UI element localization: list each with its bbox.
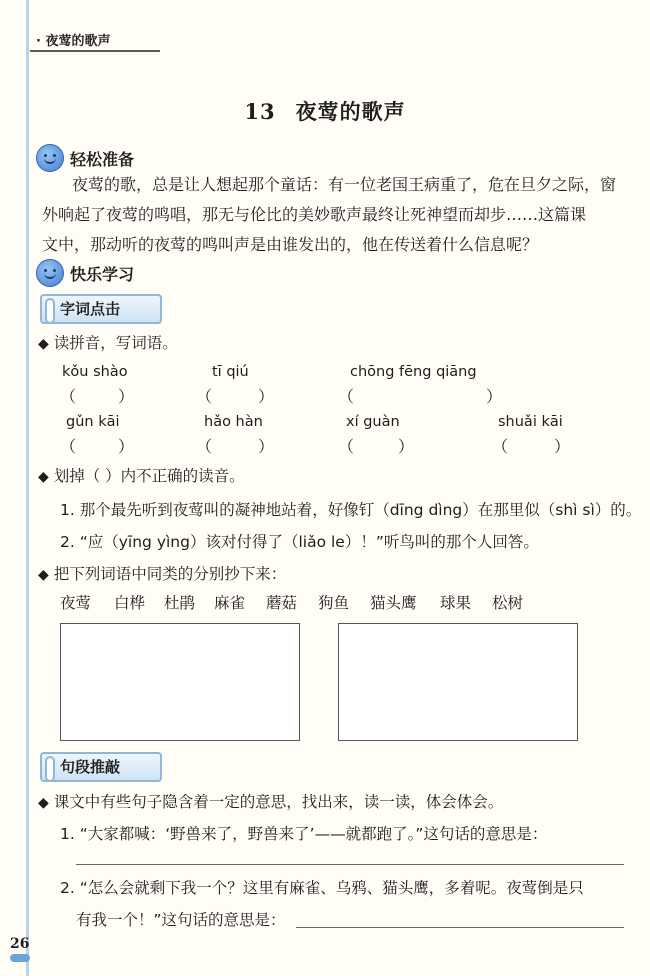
- diamond-bullet-icon: ◆: [38, 567, 49, 583]
- answer-paren-close: ）: [486, 387, 503, 406]
- pinyin: shuǎi kāi: [498, 414, 563, 430]
- intro-line: 外响起了夜莺的鸣唱，那无与伦比的美妙歌声最终让死神望而却步……这篇课: [42, 205, 587, 224]
- task1-instruction-text: 读拼音，写词语。: [53, 334, 178, 352]
- answer-box-left[interactable]: [60, 623, 300, 741]
- task4-instruction: [38, 790, 503, 812]
- task2-instruction: [38, 464, 245, 486]
- running-header-rule: [30, 50, 160, 52]
- answer-paren-close: ）: [258, 437, 275, 456]
- scroll-banner-sentences: [40, 752, 162, 782]
- pinyin: xí guàn: [346, 414, 400, 430]
- word-item: 白桦: [114, 594, 146, 612]
- answer-paren-open: （: [60, 437, 77, 456]
- word-item: 杜鹃: [164, 594, 196, 612]
- smiley-icon: [36, 144, 64, 172]
- answer-paren-close: ）: [398, 437, 415, 456]
- lesson-number: 13: [244, 99, 276, 124]
- task4-question-2: 2. “怎么会就剩下我一个？这里有麻雀、乌鸦、猫头鹰，多着呢。夜莺倒是只: [60, 879, 584, 897]
- section-learn-heading: 快乐学习: [70, 265, 135, 284]
- page-number: 26: [10, 936, 30, 952]
- task2-item: 2. “应（yīng yìng）该对付得了（liǎo le）！”听鸟叫的那个人回答。: [60, 533, 539, 551]
- word-item: 麻雀: [214, 594, 246, 612]
- task3-instruction-text: 把下列词语中同类的分别抄下来：: [53, 565, 287, 583]
- task4-instruction-text: 课文中有些句子隐含着一定的意思，找出来，读一读，体会体会。: [53, 793, 504, 811]
- intro-line: 文中，那动听的夜莺的鸣叫声是由谁发出的，他在传送着什么信息呢？: [42, 235, 539, 254]
- scroll-banner-words: [40, 294, 162, 324]
- pinyin: kǒu shào: [62, 364, 128, 380]
- task2-item: 1. 那个最先听到夜莺叫的凝神地站着，好像钉（dīng dìng）在那里似（shì sì）的。: [60, 501, 642, 519]
- pinyin: tī qiú: [212, 364, 249, 380]
- section-prep-heading: 轻松准备: [70, 150, 135, 169]
- pinyin: hǎo hàn: [204, 414, 263, 430]
- answer-paren-close: ）: [118, 387, 135, 406]
- answer-line[interactable]: [76, 864, 624, 865]
- answer-paren-open: （: [60, 387, 77, 406]
- answer-line[interactable]: [296, 927, 624, 928]
- task4-question-1: 1. “大家都喊：‘野兽来了，野兽来了’——就都跑了。”这句话的意思是：: [60, 825, 548, 843]
- intro-line: 夜莺的歌，总是让人想起那个童话：有一位老国王病重了，危在旦夕之际，窗: [72, 175, 617, 194]
- answer-paren-open: （: [338, 387, 355, 406]
- task3-instruction: [38, 562, 286, 584]
- smiley-icon: [36, 259, 64, 287]
- answer-box-right[interactable]: [338, 623, 578, 741]
- answer-paren-close: ）: [118, 437, 135, 456]
- word-item: 猫头鹰: [370, 594, 417, 612]
- word-item: 蘑菇: [266, 594, 298, 612]
- answer-paren-open: （: [196, 437, 213, 456]
- pinyin: chōng fēng qiāng: [350, 364, 477, 380]
- sentences-heading: 句段推敲: [60, 758, 121, 776]
- intro-paragraph: [42, 170, 627, 260]
- running-header: · 夜莺的歌声: [36, 34, 111, 49]
- diamond-bullet-icon: ◆: [38, 795, 49, 811]
- word-item: 松树: [492, 594, 524, 612]
- margin-line: [26, 0, 29, 976]
- answer-paren-close: ）: [554, 437, 571, 456]
- diamond-bullet-icon: ◆: [38, 336, 49, 352]
- task2-instruction-text: 划掉（ ）内不正确的读音。: [53, 467, 245, 485]
- words-heading: 字词点击: [60, 300, 121, 318]
- task1-instruction: [38, 331, 178, 353]
- task4-question-2-cont: 有我一个！”这句话的意思是：: [76, 911, 286, 929]
- answer-paren-open: （: [338, 437, 355, 456]
- answer-paren-close: ）: [258, 387, 275, 406]
- pinyin: gǔn kāi: [66, 414, 120, 430]
- page-ornament-icon: [10, 954, 30, 962]
- answer-paren-open: （: [196, 387, 213, 406]
- word-item: 夜莺: [60, 594, 92, 612]
- word-item: 狗鱼: [318, 594, 350, 612]
- diamond-bullet-icon: ◆: [38, 469, 49, 485]
- word-item: 球果: [440, 594, 472, 612]
- answer-paren-open: （: [492, 437, 509, 456]
- lesson-title-text: 夜莺的歌声: [295, 100, 406, 124]
- lesson-title: [0, 96, 650, 126]
